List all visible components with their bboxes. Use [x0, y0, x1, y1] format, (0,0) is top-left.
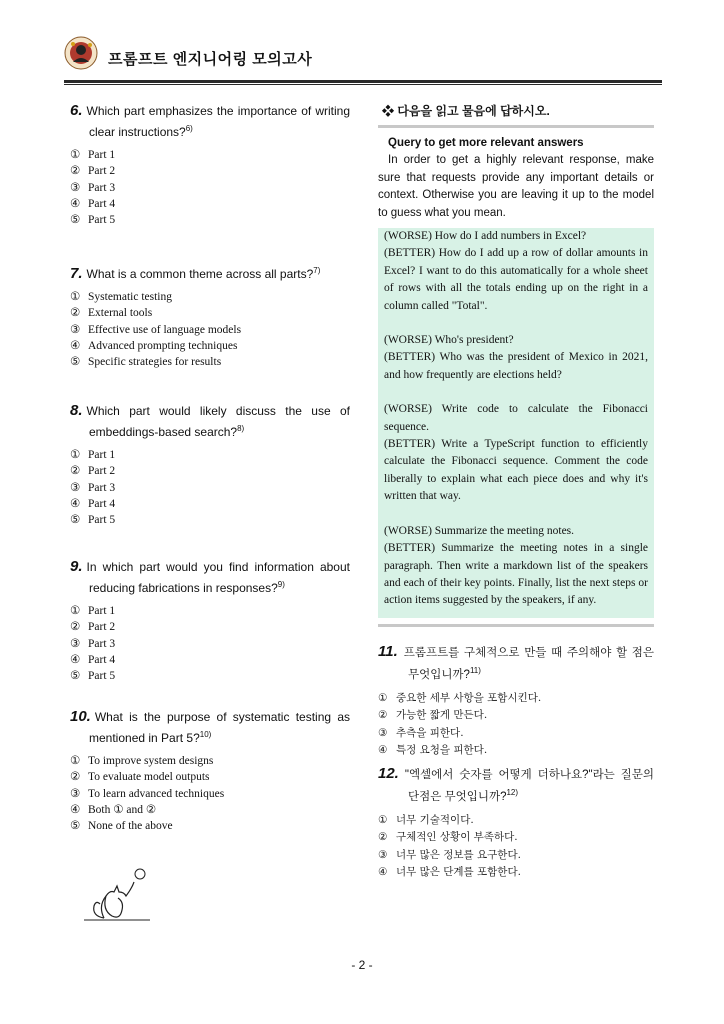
- option[interactable]: ④ Both ① and ②: [70, 803, 157, 816]
- option[interactable]: ③ Part 3: [70, 637, 116, 650]
- option[interactable]: ② To evaluate model outputs: [70, 771, 210, 784]
- option[interactable]: ② Part 2: [70, 465, 116, 478]
- right-column: [378, 100, 654, 882]
- options-list: [70, 753, 350, 834]
- question-number: 10.: [70, 708, 91, 725]
- question-7: [70, 262, 350, 402]
- emblem-logo: [64, 36, 98, 70]
- section-heading: ❖ 다음을 읽고 물음에 답하시오.: [382, 104, 550, 118]
- options-list: [70, 447, 350, 528]
- question-9: [70, 558, 350, 708]
- question-number: 11.: [378, 642, 398, 660]
- option[interactable]: ④ 특정 요청을 피한다.: [378, 744, 488, 757]
- passage-title: Query to get more relevant answers: [388, 137, 584, 149]
- footnote-ref: 7): [313, 266, 321, 275]
- question-10: [70, 708, 350, 834]
- footnote-ref: 11): [469, 665, 481, 675]
- question-number: 6.: [70, 102, 83, 119]
- options-list: [70, 603, 350, 684]
- option[interactable]: ① Part 1: [70, 149, 116, 161]
- question-11: [378, 643, 654, 765]
- option[interactable]: ① 중요한 세부 사항을 포함시킨다.: [378, 691, 542, 704]
- section-divider: [378, 125, 654, 128]
- question-6: [70, 102, 350, 262]
- option[interactable]: ④ Part 4: [70, 653, 116, 666]
- options-list: [378, 812, 654, 882]
- page-header: [64, 36, 664, 76]
- example-better: (BETTER) Who was the president of Mexico in 2021, and how frequently are elections held?: [384, 351, 648, 381]
- question-text: In which part would you find information about reducing fabrications in responses?: [86, 560, 350, 595]
- example-worse: (WORSE) Summarize the meeting notes.: [384, 524, 575, 537]
- option[interactable]: ④ Advanced prompting techniques: [70, 339, 238, 352]
- example-worse: (WORSE) Who's president?: [384, 334, 514, 347]
- question-text: 프롬프트를 구체적으로 만들 때 주의해야 할 점은 무엇입니까?: [403, 646, 654, 681]
- question-text: Which part emphasizes the importance of writing clear instructions?: [86, 104, 350, 139]
- option[interactable]: ② Part 2: [70, 621, 116, 634]
- option[interactable]: ③ To learn advanced techniques: [70, 787, 225, 800]
- question-text: Which part would likely discuss the use of embeddings-based search?: [86, 404, 350, 439]
- example-better: (BETTER) How do I add up a row of dollar amounts in Excel? I want to do this automatically for a whole sheet of rows with all the totals ending up on the right in a column called "Total".: [384, 247, 648, 312]
- option[interactable]: ③ 추측을 피한다.: [378, 726, 464, 739]
- cat-illustration: [84, 866, 154, 926]
- option[interactable]: ② External tools: [70, 307, 153, 320]
- option[interactable]: ① To improve system designs: [70, 755, 214, 767]
- option[interactable]: ① Part 1: [70, 449, 116, 461]
- left-column: [70, 102, 350, 834]
- question-12: [378, 765, 654, 882]
- footnote-ref: 6): [185, 124, 193, 133]
- question-8: [70, 402, 350, 558]
- box-divider: [378, 624, 654, 627]
- option[interactable]: ④ Part 4: [70, 197, 116, 210]
- option[interactable]: ③ 너무 많은 정보를 요구한다.: [378, 848, 521, 861]
- example-better: (BETTER) Summarize the meeting notes in a single paragraph. Then write a markdown list of the speakers and each of their key points. Finally, list the next steps or action items suggested by the speakers, if any.: [384, 542, 648, 607]
- passage-body: In order to get a highly relevant response, make sure that requests provide any important details or context. Otherwise you are leaving it up to the model to guess what you mean.: [378, 154, 654, 219]
- option[interactable]: ⑤ Specific strategies for results: [70, 356, 222, 369]
- example-better: (BETTER) Write a TypeScript function to efficiently calculate the Fibonacci sequence. Comment the code liberally to explain what each piece does and why it's written that way.: [384, 438, 648, 503]
- example-worse: (WORSE) How do I add numbers in Excel?: [384, 230, 587, 242]
- example-worse: (WORSE) Write code to calculate the Fibonacci sequence.: [384, 403, 648, 433]
- footnote-ref: 12): [506, 787, 519, 797]
- page-number: - 2 -: [351, 958, 373, 972]
- options-list: [378, 690, 654, 760]
- page-title: 프롬프트 엔지니어링 모의고사: [108, 51, 313, 68]
- option[interactable]: ⑤ None of the above: [70, 820, 173, 833]
- option[interactable]: ② 구체적인 상황이 부족하다.: [378, 831, 518, 844]
- question-number: 7.: [70, 265, 83, 282]
- footnote-ref: 8): [237, 424, 245, 433]
- option[interactable]: ④ Part 4: [70, 497, 116, 510]
- option[interactable]: ① Systematic testing: [70, 291, 173, 303]
- option[interactable]: ② 가능한 짧게 만든다.: [378, 709, 488, 722]
- examples-box: [378, 228, 654, 618]
- header-divider-thin: [64, 84, 662, 85]
- question-number: 9.: [70, 558, 83, 575]
- question-text: "엑셀에서 숫자를 어떻게 더하나요?"라는 질문의 단점은 무엇입니까?: [404, 768, 654, 803]
- footnote-ref: 9): [277, 580, 285, 589]
- option[interactable]: ③ Part 3: [70, 481, 116, 494]
- footnote-ref: 10): [199, 730, 212, 739]
- question-number: 12.: [378, 764, 399, 782]
- option[interactable]: ① 너무 기술적이다.: [378, 813, 474, 826]
- option[interactable]: ⑤ Part 5: [70, 670, 116, 683]
- header-divider: [64, 80, 662, 83]
- question-text: What is a common theme across all parts?: [86, 267, 314, 281]
- option[interactable]: ③ Effective use of language models: [70, 323, 242, 336]
- question-text: What is the purpose of systematic testing as mentioned in Part 5?: [89, 710, 350, 745]
- option[interactable]: ⑤ Part 5: [70, 514, 116, 527]
- options-list: [70, 289, 350, 370]
- option[interactable]: ② Part 2: [70, 165, 116, 178]
- option[interactable]: ③ Part 3: [70, 181, 116, 194]
- question-number: 8.: [70, 402, 83, 419]
- option[interactable]: ④ 너무 많은 단계를 포함한다.: [378, 866, 521, 879]
- options-list: [70, 147, 350, 228]
- option[interactable]: ① Part 1: [70, 605, 116, 617]
- option[interactable]: ⑤ Part 5: [70, 214, 116, 227]
